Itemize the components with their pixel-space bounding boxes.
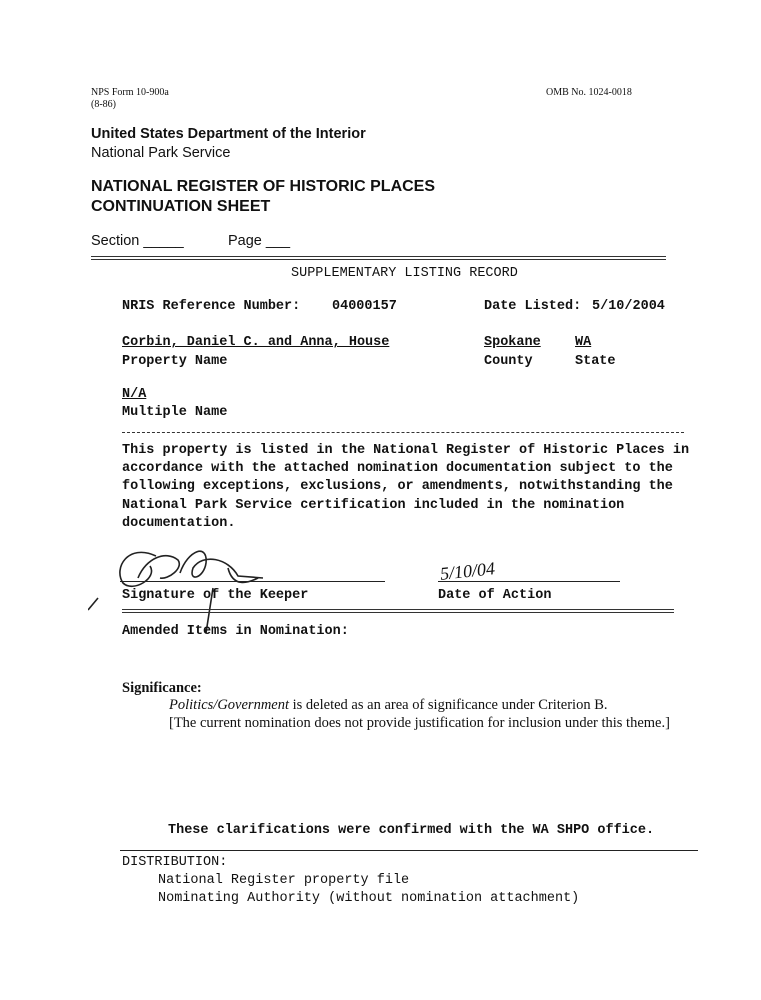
county-label: County (484, 354, 533, 369)
multiple-name-value: N/A (122, 387, 147, 402)
omb-number: OMB No. 1024-0018 (546, 87, 632, 98)
multiple-name-label: Multiple Name (122, 405, 228, 420)
significance-note: [The current nomination does not provide justification for inclusion under this theme.] (169, 715, 670, 731)
date-listed-label: Date Listed: (484, 299, 582, 314)
distribution-label: DISTRIBUTION: (122, 855, 228, 870)
service-name: National Park Service (91, 145, 231, 161)
listing-statement: This property is listed in the National Register of Historic Places in accordance with the attached nomination documentation subject to the following exceptions, exclusions, or amendments, notwithstanding the National Park Service certification included in the nomination documentation. (122, 443, 690, 531)
significance-item-text: is deleted as an area of significance under Criterion B. (289, 697, 608, 713)
section-field: Section _____ (91, 233, 184, 249)
significance-heading: Significance: (122, 680, 202, 696)
document-subtitle: CONTINUATION SHEET (91, 198, 271, 215)
form-date: (8-86) (91, 99, 116, 110)
distribution-divider (120, 850, 698, 851)
significance-item (169, 697, 608, 714)
date-line (438, 581, 620, 582)
property-name-label: Property Name (122, 354, 228, 369)
signature-label: Signature of the Keeper (122, 588, 309, 603)
nris-value: 04000157 (332, 299, 397, 314)
clarification-note: These clarifications were confirmed with the WA SHPO office. (168, 823, 655, 838)
distribution-item: National Register property file (158, 873, 410, 888)
page-field: Page ___ (228, 233, 291, 249)
county-value: Spokane (484, 335, 541, 350)
record-heading: SUPPLEMENTARY LISTING RECORD (291, 266, 518, 281)
signature-line (120, 581, 385, 582)
form-number: NPS Form 10-900a (91, 87, 169, 98)
department-name: United States Department of the Interior (91, 126, 366, 142)
handwritten-date: 5/10/04 (439, 558, 496, 584)
header-divider (91, 256, 666, 260)
document-title: NATIONAL REGISTER OF HISTORIC PLACES (91, 178, 436, 195)
nris-label: NRIS Reference Number: (122, 299, 301, 314)
signature-divider (122, 609, 674, 613)
significance-area: Politics/Government (169, 697, 290, 713)
distribution-item: Nominating Authority (without nomination attachment) (158, 891, 580, 906)
dashed-divider (122, 432, 684, 433)
date-of-action-label: Date of Action (438, 588, 552, 603)
state-value: WA (575, 335, 592, 350)
amended-items-label: Amended Items in Nomination: (122, 624, 349, 639)
property-name-value: Corbin, Daniel C. and Anna, House (122, 335, 390, 350)
date-listed-value: 5/10/2004 (592, 299, 665, 314)
state-label: State (575, 354, 616, 369)
